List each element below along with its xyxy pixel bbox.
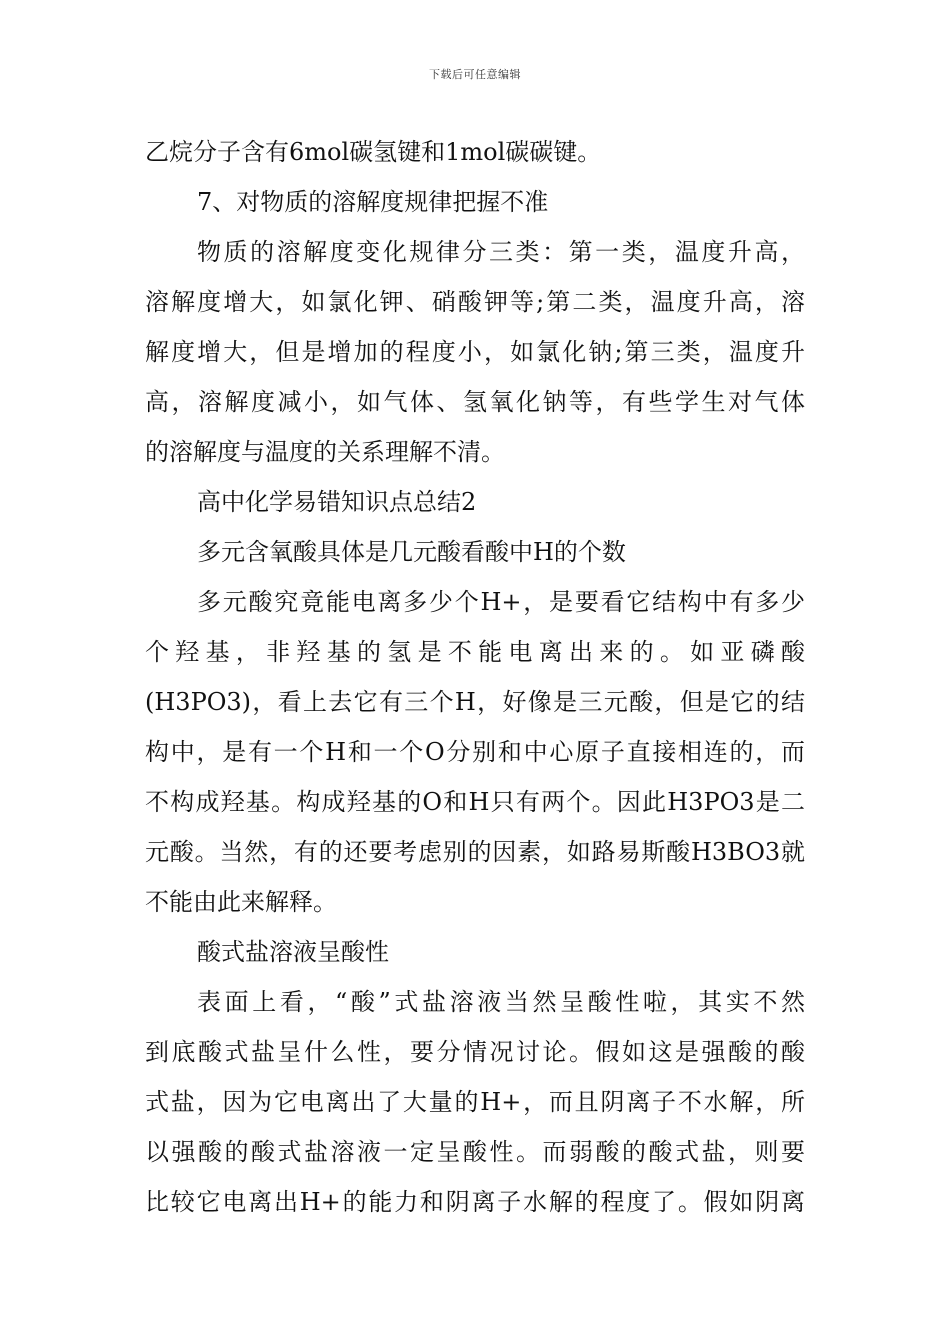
text-line: 解度增大，但是增加的程度小，如氯化钠;第三类，温度升 <box>145 338 805 366</box>
text-line: 元酸。当然，有的还要考虑别的因素，如路易斯酸H3BO3就 <box>145 838 805 866</box>
text-line: 式盐，因为它电离出了大量的H+，而且阴离子不水解，所 <box>145 1088 805 1116</box>
text-line: 乙烷分子含有6mol碳氢键和1mol碳碳键。 <box>145 138 602 166</box>
text-line: 溶解度增大，如氯化钾、硝酸钾等;第二类，温度升高，溶 <box>145 288 805 316</box>
section-heading: 高中化学易错知识点总结2 <box>197 488 477 516</box>
text-line: 构中，是有一个H和一个O分别和中心原子直接相连的，而 <box>145 738 805 766</box>
text-line: 个羟基，非羟基的氢是不能电离出来的。如亚磷酸 <box>145 638 805 666</box>
text-line: 物质的溶解度变化规律分三类：第一类，温度升高， <box>197 238 805 266</box>
text-line: 表面上看，“酸”式盐溶液当然呈酸性啦，其实不然 <box>197 988 805 1016</box>
text-line: 以强酸的酸式盐溶液一定呈酸性。而弱酸的酸式盐，则要 <box>145 1138 805 1166</box>
section-heading: 多元含氧酸具体是几元酸看酸中H的个数 <box>197 538 626 566</box>
section-heading: 7、对物质的溶解度规律把握不准 <box>197 188 549 216</box>
text-line: (H3PO3)，看上去它有三个H，好像是三元酸，但是它的结 <box>145 688 805 716</box>
text-line: 不能由此来解释。 <box>145 888 337 916</box>
text-line: 高，溶解度减小，如气体、氢氧化钠等，有些学生对气体 <box>145 388 805 416</box>
text-line: 不构成羟基。构成羟基的O和H只有两个。因此H3PO3是二 <box>145 788 805 816</box>
text-line: 比较它电离出H+的能力和阴离子水解的程度了。假如阴离 <box>145 1188 805 1216</box>
page-header: 下载后可任意编辑 <box>429 68 521 81</box>
text-line: 到底酸式盐呈什么性，要分情况讨论。假如这是强酸的酸 <box>145 1038 805 1066</box>
text-line: 多元酸究竟能电离多少个H+，是要看它结构中有多少 <box>197 588 805 616</box>
section-heading: 酸式盐溶液呈酸性 <box>197 938 389 966</box>
text-line: 的溶解度与温度的关系理解不清。 <box>145 438 505 466</box>
body-text <box>145 127 805 1227</box>
